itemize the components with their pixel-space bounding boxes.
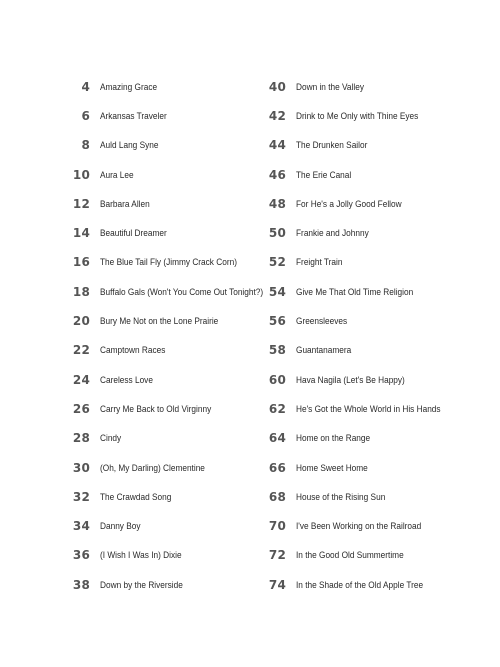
song-title: House of the Rising Sun bbox=[296, 491, 386, 502]
contents-entry bbox=[256, 306, 486, 335]
song-title: (Oh, My Darling) Clementine bbox=[100, 462, 205, 473]
page-number: 12 bbox=[72, 196, 90, 211]
page-number: 20 bbox=[72, 314, 90, 329]
song-title: Bury Me Not on the Lone Prairie bbox=[100, 316, 219, 327]
song-title: He's Got the Whole World in His Hands bbox=[296, 403, 441, 414]
page-number: 44 bbox=[268, 138, 286, 153]
song-title: Down by the Riverside bbox=[100, 579, 183, 590]
page-number: 24 bbox=[72, 372, 90, 387]
contents-entry bbox=[256, 218, 486, 247]
contents-entry bbox=[256, 394, 486, 423]
contents-entry bbox=[256, 101, 486, 130]
contents-entry bbox=[60, 570, 250, 599]
contents-entry bbox=[256, 131, 486, 160]
contents-entry bbox=[256, 189, 486, 218]
page-number: 14 bbox=[72, 226, 90, 241]
song-title: Hava Nagila (Let's Be Happy) bbox=[296, 374, 405, 385]
contents-entry bbox=[60, 131, 250, 160]
song-title: For He's a Jolly Good Fellow bbox=[296, 198, 402, 209]
page-number: 28 bbox=[72, 431, 90, 446]
song-title: Arkansas Traveler bbox=[100, 110, 167, 121]
page-number: 56 bbox=[268, 314, 286, 329]
contents-entry bbox=[256, 482, 486, 511]
page-number: 30 bbox=[72, 460, 90, 475]
page-number: 74 bbox=[268, 577, 286, 592]
contents-entry bbox=[60, 453, 250, 482]
contents-entry bbox=[60, 511, 250, 540]
song-title: Freight Train bbox=[296, 257, 343, 268]
page-number: 32 bbox=[72, 489, 90, 504]
contents-entry bbox=[60, 424, 250, 453]
contents-right-column bbox=[256, 72, 486, 599]
page-number: 26 bbox=[72, 401, 90, 416]
contents-entry bbox=[60, 394, 250, 423]
contents-entry bbox=[256, 160, 486, 189]
page-number: 42 bbox=[268, 108, 286, 123]
song-title: Danny Boy bbox=[100, 521, 141, 532]
page-number: 38 bbox=[72, 577, 90, 592]
song-title: Aura Lee bbox=[100, 169, 134, 180]
contents-entry bbox=[256, 277, 486, 306]
contents-entry bbox=[256, 453, 486, 482]
page-number: 40 bbox=[268, 79, 286, 94]
song-title: (I Wish I Was In) Dixie bbox=[100, 550, 182, 561]
contents-entry bbox=[256, 248, 486, 277]
contents-entry bbox=[256, 336, 486, 365]
contents-entry bbox=[60, 72, 250, 101]
song-title: Cindy bbox=[100, 433, 122, 444]
song-title: The Erie Canal bbox=[296, 169, 352, 180]
song-title: Barbara Allen bbox=[100, 198, 150, 209]
song-title: Frankie and Johnny bbox=[296, 228, 369, 239]
page-number: 60 bbox=[268, 372, 286, 387]
contents-entry bbox=[60, 365, 250, 394]
page-number: 70 bbox=[268, 519, 286, 534]
contents-entry bbox=[60, 277, 264, 306]
song-title: Down in the Valley bbox=[296, 81, 364, 92]
contents-entry bbox=[256, 541, 486, 570]
contents-entry bbox=[60, 189, 250, 218]
page-number: 46 bbox=[268, 167, 286, 182]
song-title: Amazing Grace bbox=[100, 81, 158, 92]
page-number: 48 bbox=[268, 196, 286, 211]
song-title: Greensleeves bbox=[296, 316, 348, 327]
page-number: 16 bbox=[72, 255, 90, 270]
song-title: In the Good Old Summertime bbox=[296, 550, 404, 561]
contents-entry bbox=[256, 365, 486, 394]
song-title: Careless Love bbox=[100, 374, 153, 385]
song-title: Home Sweet Home bbox=[296, 462, 368, 473]
page-number: 8 bbox=[81, 138, 90, 153]
page-number: 62 bbox=[268, 401, 286, 416]
page-number: 6 bbox=[81, 108, 90, 123]
song-title: In the Shade of the Old Apple Tree bbox=[296, 579, 424, 590]
song-title: Home on the Range bbox=[296, 433, 371, 444]
song-title: Drink to Me Only with Thine Eyes bbox=[296, 110, 419, 121]
page-number: 10 bbox=[72, 167, 90, 182]
song-title: The Blue Tail Fly (Jimmy Crack Corn) bbox=[100, 257, 237, 268]
song-title: Camptown Races bbox=[100, 345, 166, 356]
contents-entry bbox=[256, 511, 486, 540]
contents-entry bbox=[60, 336, 250, 365]
page-number: 72 bbox=[268, 548, 286, 563]
contents-entry bbox=[60, 248, 250, 277]
song-title: Beautiful Dreamer bbox=[100, 228, 167, 239]
contents-entry bbox=[60, 482, 250, 511]
contents-entry bbox=[60, 218, 250, 247]
contents-entry bbox=[60, 541, 250, 570]
page-number: 68 bbox=[268, 489, 286, 504]
page-number: 54 bbox=[268, 284, 286, 299]
song-title: Buffalo Gals (Won't You Come Out Tonight?) bbox=[100, 286, 264, 297]
contents-entry bbox=[60, 101, 250, 130]
contents-entry bbox=[256, 72, 486, 101]
song-title: The Drunken Sailor bbox=[296, 140, 368, 151]
page-number: 64 bbox=[268, 431, 286, 446]
contents-entry bbox=[256, 570, 486, 599]
song-title: The Crawdad Song bbox=[100, 491, 172, 502]
page-number: 58 bbox=[268, 343, 286, 358]
contents-entry bbox=[60, 306, 250, 335]
page-number: 4 bbox=[81, 79, 90, 94]
page-number: 66 bbox=[268, 460, 286, 475]
song-title: I've Been Working on the Railroad bbox=[296, 521, 422, 532]
song-title: Carry Me Back to Old Virginny bbox=[100, 403, 212, 414]
page-number: 18 bbox=[72, 284, 90, 299]
contents-entry bbox=[60, 160, 250, 189]
page-number: 52 bbox=[268, 255, 286, 270]
page-number: 36 bbox=[72, 548, 90, 563]
contents-left-column bbox=[60, 72, 264, 599]
page-number: 22 bbox=[72, 343, 90, 358]
song-title: Guantanamera bbox=[296, 345, 352, 356]
page-number: 50 bbox=[268, 226, 286, 241]
page-number: 34 bbox=[72, 519, 90, 534]
song-title: Give Me That Old Time Religion bbox=[296, 286, 414, 297]
song-title: Auld Lang Syne bbox=[100, 140, 159, 151]
contents-entry bbox=[256, 424, 486, 453]
